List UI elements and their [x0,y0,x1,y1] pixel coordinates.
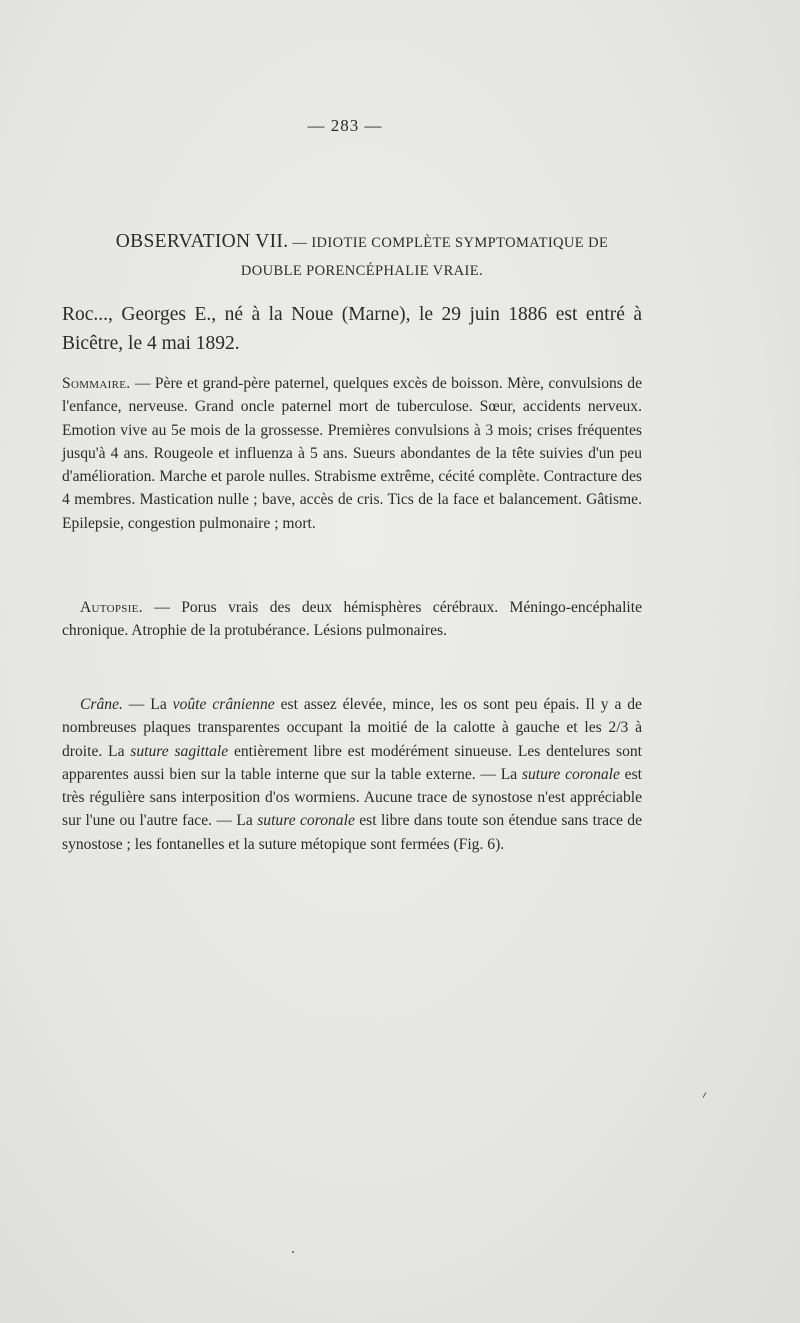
autopsy-label: Autopsie. [80,599,143,616]
summary-text: — Père et grand-père paternel, quelques excès de boisson. Mère, convulsions de l'enfance, nerveuse. Grand oncle paternel mort de tuberculose. Sœur, accidents nerveux. Emotion vive au 5e mois de la grossesse. Premières convulsions à 3 mois; crises fréquentes jusqu'à 4 ans. Rougeole et influenza à 5 ans. Sueurs abondantes de la tête suivies d'un peu d'amélioration. Marche et parole nulles. Strabisme extrême, cécité complète. Contracture des 4 membres. Mastication nulle ; bave, accès de cris. Tics de la face et balancement. Gâtisme. Epilepsie, congestion pulmonaire ; mort. [62,375,642,532]
crane-term-voute: voûte crânienne [172,696,275,713]
summary-paragraph [62,372,642,535]
crane-paragraph [62,693,642,856]
paper-speck [292,1251,294,1253]
observation-title: OBSERVATION VII. [115,231,289,252]
crane-term-sagittale: suture sagittale [130,742,229,760]
crane-text-5: est libre dans toute son étendue sans trace de synostose ; les fontanelles et la suture métopique sont fermées (Fig. 6). [62,812,643,853]
crane-label: Crâne. [80,696,123,713]
autopsy-text: — Porus vrais des deux hémisphères cérébraux. Méningo-encéphalite chronique. Atrophie de la protubérance. Lésions pulmonaires. [62,599,643,640]
crane-text-2: est assez élevée, mince, les os sont peu épais. Il y a de nombreuses plaques transparentes occupant la moitié de la calotte à gauche et les 2/3 à droite. La [62,696,642,760]
patient-intro: Roc..., Georges E., né à la Noue (Marne), le 29 juin 1886 est entré à Bicêtre, le 4 mai 1892. [62,304,642,354]
crane-text-4: est très régulière sans interposition d'os wormiens. Aucune trace de synostose n'est appréciable sur l'une ou l'autre face. — La [62,765,642,830]
autopsy-paragraph [62,596,642,643]
observation-subtitle-line1: — IDIOTIE COMPLÈTE SYMPTOMATIQUE DE [292,235,609,251]
crane-term-coronale-2: suture coronale [257,812,355,830]
crane-text-1: — La [128,696,173,713]
page-number: — 283 — [307,116,383,135]
crane-term-coronale: suture coronale [521,765,620,783]
crane-text-3: entièrement libre est modérément sinueuse. Les dentelures sont apparentes aussi bien sur la table interne que sur la table externe. — La [62,742,642,783]
paper-speck [703,1092,707,1098]
summary-label: Sommaire. [62,375,131,392]
observation-heading [62,228,662,285]
observation-subtitle-line2: DOUBLE PORENCÉPHALIE VRAIE. [240,263,484,279]
